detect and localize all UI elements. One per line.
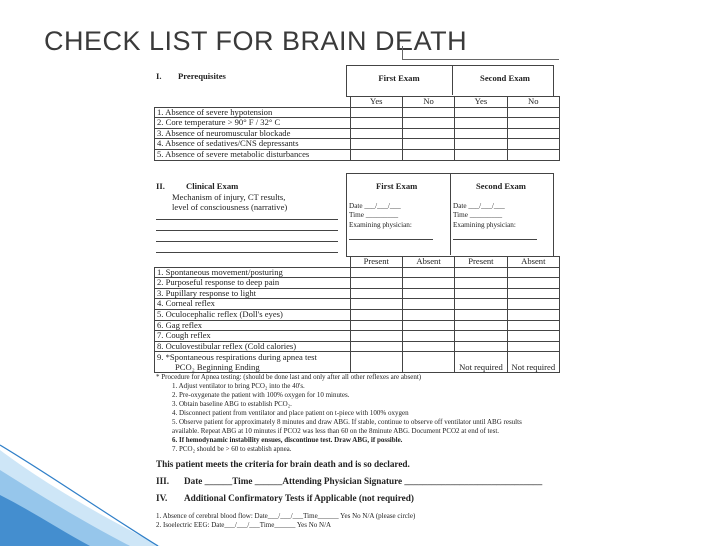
table-row xyxy=(155,341,560,352)
prereq-item: 5. Absence of severe metabolic disturbances xyxy=(155,149,351,160)
table-row xyxy=(155,331,560,342)
clinical-item: 6. Gag reflex xyxy=(155,320,351,331)
table-row xyxy=(155,309,560,320)
absent-header: Absent xyxy=(402,257,454,268)
narrative-line[interactable] xyxy=(156,252,338,253)
clinical-item: 4. Corneal reflex xyxy=(155,299,351,310)
section-number: IV. xyxy=(156,493,168,503)
table-row xyxy=(155,352,560,373)
signature-line[interactable] xyxy=(453,239,537,240)
apnea-step: 2. Pre-oxygenate the patient with 100% oxygen for 10 minutes. xyxy=(172,391,350,399)
clinical-item: 7. Cough reflex xyxy=(155,331,351,342)
clinical-item: 2. Purposeful response to deep pain xyxy=(155,278,351,289)
apnea-item-line: 9. *Spontaneous respirations during apnea test xyxy=(157,352,317,363)
table-row xyxy=(155,288,560,299)
apnea-step: available. Repeat ABG at 10 minutes if PCO2 was less than 60 on the 8minute ABG. Document PCO2 at end of test. xyxy=(172,427,500,435)
first-exam-header: First Exam xyxy=(376,181,418,191)
prerequisites-table xyxy=(154,96,560,161)
section-heading: Clinical Exam xyxy=(186,181,239,191)
absent-header: Absent xyxy=(507,257,559,268)
clinical-subtext: Mechanism of injury, CT results, xyxy=(172,192,286,202)
signature-row[interactable]: Date ______Time ______Attending Physician Signature ______________________________ xyxy=(184,476,543,486)
signature-line[interactable] xyxy=(349,239,433,240)
table-row xyxy=(155,267,560,278)
clinical-subtext: level of consciousness (narrative) xyxy=(172,202,288,212)
no-header: No xyxy=(402,97,454,108)
narrative-line[interactable] xyxy=(156,230,338,231)
table-row xyxy=(155,118,560,129)
table-row xyxy=(155,278,560,289)
table-row xyxy=(155,149,560,160)
section-number: III. xyxy=(156,476,170,486)
confirmatory-test[interactable]: 2. Isoelectric EEG: Date___/___/___Time______ Yes No N/A xyxy=(156,521,332,529)
section-heading: Prerequisites xyxy=(178,71,226,81)
not-required-label: Not required xyxy=(507,352,559,373)
table-row xyxy=(155,320,560,331)
declaration-text: This patient meets the criteria for brain death and is so declared. xyxy=(156,459,410,469)
apnea-step: 3. Obtain baseline ABG to establish PCO₂. xyxy=(172,400,292,408)
time-field[interactable]: Time _________ xyxy=(349,211,399,219)
no-header: No xyxy=(507,97,559,108)
apnea-step: 1. Adjust ventilator to bring PCO₂ into the 40's. xyxy=(172,382,305,390)
pco2-line[interactable]: PCO₂ Beginning Ending xyxy=(175,362,260,373)
date-field[interactable]: Date ___/___/___ xyxy=(453,202,505,210)
section-number: I. xyxy=(156,71,162,81)
narrative-line[interactable] xyxy=(156,241,338,242)
apnea-procedure-intro: * Procedure for Apnea testing: (should be done last and only after all other reflexes are absent) xyxy=(156,373,422,381)
apnea-step: 4. Disconnect patient from ventilator and place patient on t-piece with 100% oxygen xyxy=(172,409,409,417)
not-required-label: Not required xyxy=(455,352,507,373)
present-header: Present xyxy=(455,257,507,268)
clinical-item: 5. Oculocephalic reflex (Doll's eyes) xyxy=(155,309,351,320)
section-heading: Additional Confirmatory Tests if Applicable (not required) xyxy=(184,493,414,503)
brain-death-form xyxy=(150,62,560,546)
physician-field[interactable]: Examining physician: xyxy=(349,221,412,229)
table-row xyxy=(155,128,560,139)
prereq-item: 3. Absence of neuromuscular blockade xyxy=(155,128,351,139)
clinical-item: 8. Oculovestibular reflex (Cold calories) xyxy=(155,341,351,352)
table-row xyxy=(155,97,560,108)
present-header: Present xyxy=(350,257,402,268)
confirmatory-test[interactable]: 1. Absence of cerebral blood flow: Date___/___/___Time______ Yes No N/A (please circle) xyxy=(156,512,416,520)
first-exam-header: First Exam xyxy=(378,73,420,83)
narrative-line[interactable] xyxy=(156,219,338,220)
date-field[interactable]: Date ___/___/___ xyxy=(349,202,401,210)
table-row xyxy=(155,107,560,118)
slide-title: CHECK LIST FOR BRAIN DEATH xyxy=(44,26,468,56)
section-number: II. xyxy=(156,181,165,191)
title-rule xyxy=(402,46,559,60)
second-exam-header: Second Exam xyxy=(476,181,526,191)
table-row xyxy=(155,299,560,310)
prereq-item: 2. Core temperature > 90° F / 32° C xyxy=(155,118,351,129)
yes-header: Yes xyxy=(350,97,402,108)
prereq-item: 4. Absence of sedatives/CNS depressants xyxy=(155,139,351,150)
apnea-step: 7. PCO₂ should be > 60 to establish apnea. xyxy=(172,445,292,453)
table-row xyxy=(155,139,560,150)
clinical-item: 3. Pupillary response to light xyxy=(155,288,351,299)
yes-header: Yes xyxy=(455,97,507,108)
apnea-step: 6. If hemodynamic instability ensues, discontinue test. Draw ABG, if possible. xyxy=(172,436,403,444)
physician-field[interactable]: Examining physician: xyxy=(453,221,516,229)
second-exam-header: Second Exam xyxy=(480,73,530,83)
clinical-item-apnea xyxy=(155,352,351,373)
divider xyxy=(450,173,451,255)
table-row xyxy=(155,257,560,268)
decorative-swoosh xyxy=(0,440,160,546)
prereq-item: 1. Absence of severe hypotension xyxy=(155,107,351,118)
clinical-exam-table xyxy=(154,256,560,373)
apnea-step: 5. Observe patient for approximately 8 minutes and draw ABG. If stable, continue to observe off ventilator until ABG results xyxy=(172,418,522,426)
clinical-item: 1. Spontaneous movement/posturing xyxy=(155,267,351,278)
time-field[interactable]: Time _________ xyxy=(453,211,503,219)
